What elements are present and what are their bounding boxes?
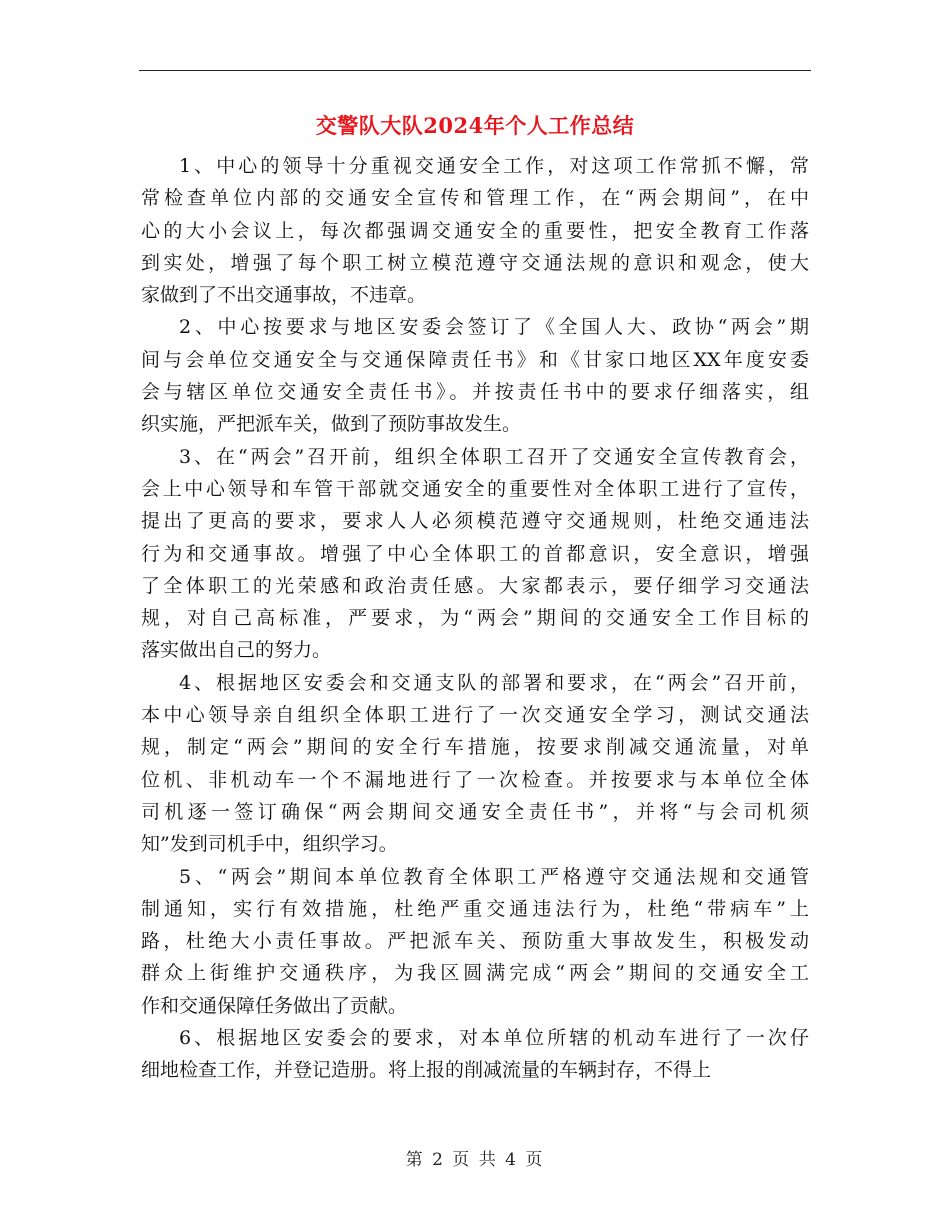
- paragraph-line: 司机逐一签订确保“两会期间交通安全责任书”，并将“与会司机须: [141, 800, 809, 823]
- paragraph-line: 行为和交通事故。增强了中心全体职工的首都意识，安全意识，增强: [141, 542, 809, 565]
- paragraph-line: 作和交通保障任务做出了贡献。: [141, 994, 408, 1017]
- paragraph-line: 知”发到司机手中，组织学习。: [141, 833, 398, 856]
- paragraph-line: 5、“两会”期间本单位教育全体职工严格遵守交通法规和交通管: [179, 865, 809, 888]
- paragraph-line: 位机、非机动车一个不漏地进行了一次检查。并按要求与本单位全体: [141, 768, 809, 791]
- paragraph-line: 群众上街维护交通秩序，为我区圆满完成“两会”期间的交通安全工: [141, 962, 809, 985]
- document-title: 交警队大队2024年个人工作总结: [315, 113, 635, 138]
- paragraph-line: 织实施，严把派车关，做到了预防事故发生。: [141, 413, 522, 436]
- paragraph-line: 细地检查工作，并登记造册。将上报的削减流量的车辆封存，不得上: [141, 1059, 712, 1082]
- paragraph-line: 心的大小会议上，每次都强调交通安全的重要性，把安全教育工作落: [141, 219, 809, 242]
- paragraph-line: 1、中心的领导十分重视交通安全工作，对这项工作常抓不懈，常: [179, 155, 809, 177]
- paragraph: [141, 311, 809, 440]
- paragraph-line: 3、在“两会”召开前，组织全体职工召开了交通安全宣传教育会，: [179, 445, 809, 468]
- paragraph: [141, 441, 809, 667]
- paragraph-line: 常检查单位内部的交通安全宣传和管理工作，在“两会期间”，在中: [141, 187, 809, 210]
- paragraph-line: 6、根据地区安委会的要求，对本单位所辖的机动车进行了一次仔: [179, 1027, 809, 1050]
- document-body: [141, 150, 809, 1087]
- paragraph-line: 本中心领导亲自组织全体职工进行了一次交通安全学习，测试交通法: [141, 704, 809, 727]
- page-number: 第 2 页 共 4 页: [405, 1150, 545, 1170]
- paragraph-line: 会与辖区单位交通安全责任书》。并按责任书中的要求仔细落实，组: [141, 381, 809, 404]
- paragraph-line: 会上中心领导和车管干部就交通安全的重要性对全体职工进行了宣传，: [141, 477, 809, 500]
- paragraph-line: 规，制定“两会”期间的安全行车措施，按要求削减交通流量，对单: [141, 736, 809, 759]
- paragraph: [141, 861, 809, 1022]
- header-rule: [139, 70, 811, 71]
- paragraph-line: 路，杜绝大小责任事故。严把派车关、预防重大事故发生，积极发动: [141, 930, 809, 953]
- paragraph-line: 落实做出自己的努力。: [141, 639, 332, 662]
- paragraph: [141, 1022, 809, 1087]
- paragraph-line: 到实处，增强了每个职工树立模范遵守交通法规的意识和观念，使大: [141, 251, 809, 274]
- paragraph: [141, 150, 809, 311]
- paragraph-line: 间与会单位交通安全与交通保障责任书》和《甘家口地区XX年度安委: [141, 348, 809, 371]
- paragraph-line: 家做到了不出交通事故，不违章。: [141, 284, 427, 307]
- paragraph-line: 制通知，实行有效措施，杜绝严重交通违法行为，杜绝“带病车”上: [141, 897, 809, 920]
- paragraph-line: 规，对自己高标准，严要求，为“两会”期间的交通安全工作目标的: [141, 607, 809, 630]
- paragraph: [141, 667, 809, 861]
- paragraph-line: 了全体职工的光荣感和政治责任感。大家都表示，要仔细学习交通法: [141, 574, 809, 597]
- paragraph-line: 提出了更高的要求，要求人人必须模范遵守交通规则，杜绝交通违法: [141, 510, 809, 533]
- paragraph-line: 2、中心按要求与地区安委会签订了《全国人大、政协“两会”期: [179, 316, 809, 339]
- paragraph-line: 4、根据地区安委会和交通支队的部署和要求，在“两会”召开前，: [179, 671, 809, 694]
